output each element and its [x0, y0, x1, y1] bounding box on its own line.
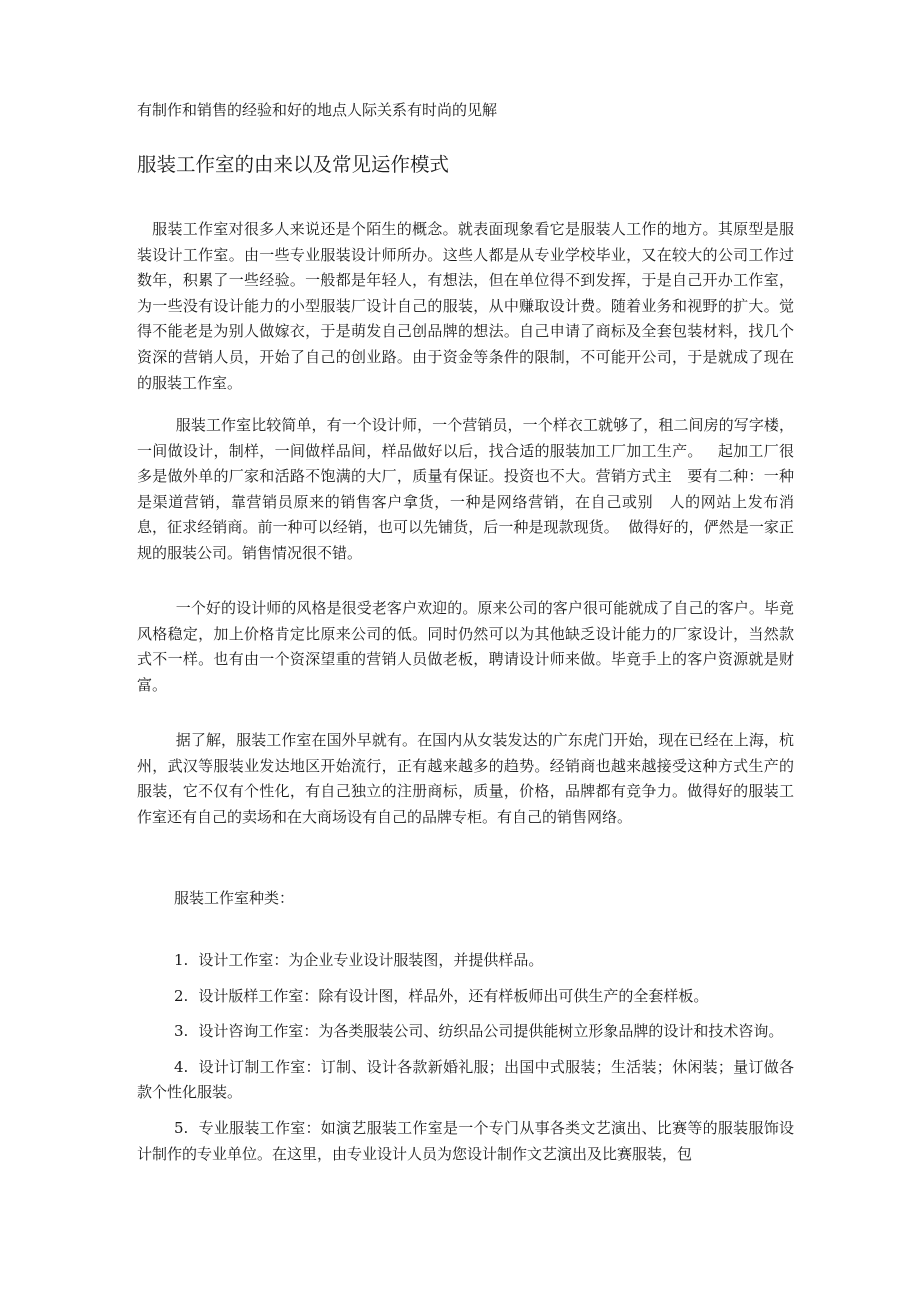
list-item-text: 专业服装工作室：如演艺服装工作室是一个专门从事各类文艺演出、比赛等的服装服饰设计制作的专业单位。在这里，由专业设计人员为您设计制作文艺演出及比赛服装，包	[137, 1118, 794, 1163]
list-item-number: 5.	[174, 1118, 189, 1137]
intro-line: 有制作和销售的经验和好的地点人际关系有时尚的见解	[137, 101, 498, 119]
list-item	[137, 1055, 794, 1106]
list-item-body	[137, 948, 794, 974]
paragraph-designer-style: 一个好的设计师的风格是很受老客户欢迎的。原来公司的客户很可能就成了自己的客户。毕竟风格稳定，加上价格肯定比原来公司的低。同时仍然可以为其他缺乏设计能力的厂家设计，当然款式不一样。也有由一个资深望重的营销人员做老板，聘请设计师来做。毕竟手上的客户资源就是财富。	[137, 599, 794, 694]
list-item-number: 2.	[174, 986, 189, 1005]
list-item-text: 设计咨询工作室：为各类服装公司、纺织品公司提供能树立形象品牌的设计和技术咨询。	[198, 1022, 784, 1041]
page-title: 服装工作室的由来以及常见运作模式	[137, 153, 450, 176]
list-item-text: 设计工作室：为企业专业设计服装图，并提供样品。	[198, 951, 544, 969]
list-item	[137, 948, 794, 974]
list-item-number: 4.	[174, 1057, 189, 1076]
list-item-text: 设计订制工作室：订制、设计各款新婚礼服；出国中式服装；生活装；休闲装；量订做各款个性化服装。	[137, 1057, 794, 1102]
list-item-number: 3.	[174, 1022, 189, 1041]
list-item	[137, 984, 794, 1010]
paragraph-origin: 服装工作室对很多人来说还是个陌生的概念。就表面现象看它是服装人工作的地方。其原型是服装设计工作室。由一些专业服装设计师所办。这些人都是从专业学校毕业，又在较大的公司工作过数年，积累了一些经验。一般都是年轻人，有想法，但在单位得不到发挥，于是自己开办工作室，为一些没有设计能力的小型服装厂设计自己的服装，从中赚取设计费。随着业务和视野的扩大。觉得不能老是为别人做嫁衣，于是萌发自己创品牌的想法。自己申请了商标及全套包装材料，找几个资深的营销人员，开始了自己的创业路。由于资金等条件的限制，不可能开公司，于是就成了现在的服装工作室。	[137, 220, 794, 392]
paragraph-domestic-trend: 据了解，服装工作室在国外早就有。在国内从女装发达的广东虎门开始，现在已经在上海，杭州，武汉等服装业发达地区开始流行，正有越来越多的趋势。经销商也越来越接受这种方式生产的服装，它不仅有个性化，有自己独立的注册商标，质量，价格，品牌都有竞争力。做得好的服装工作室还有自己的卖场和在大商场设有自己的品牌专柜。有自己的销售网络。	[137, 731, 794, 826]
list-item-number: 1.	[174, 951, 189, 969]
list-item-body	[137, 1116, 794, 1167]
list-item-body	[137, 1055, 794, 1106]
paragraph-operation: 服装工作室比较简单，有一个设计师，一个营销员，一个样衣工就够了，租二间房的写字楼，一间做设计，制样，一间做样品间，样品做好以后，找合适的服装加工厂加工生产。 起加工厂很多是做外单的厂家和活路不饱满的大厂，质量有保证。投资也不大。营销方式主 要有二种：一种是渠道营销，靠营销员原来的销售客户拿货，一种是网络营销，在自己或别 人的网站上发布消息，征求经销商。前一种可以经销，也可以先铺货，后一种是现款现货。 做得好的，俨然是一家正规的服装公司。销售情况很不错。	[137, 416, 794, 562]
list-item-body	[137, 1019, 794, 1045]
list-item	[137, 1116, 794, 1167]
types-list	[137, 948, 794, 1177]
types-heading: 服装工作室种类：	[174, 889, 295, 907]
list-item-body	[137, 984, 794, 1010]
list-item	[137, 1019, 794, 1045]
list-item-text: 设计版样工作室：除有设计图，样品外，还有样板师出可供生产的全套样板。	[198, 986, 709, 1005]
